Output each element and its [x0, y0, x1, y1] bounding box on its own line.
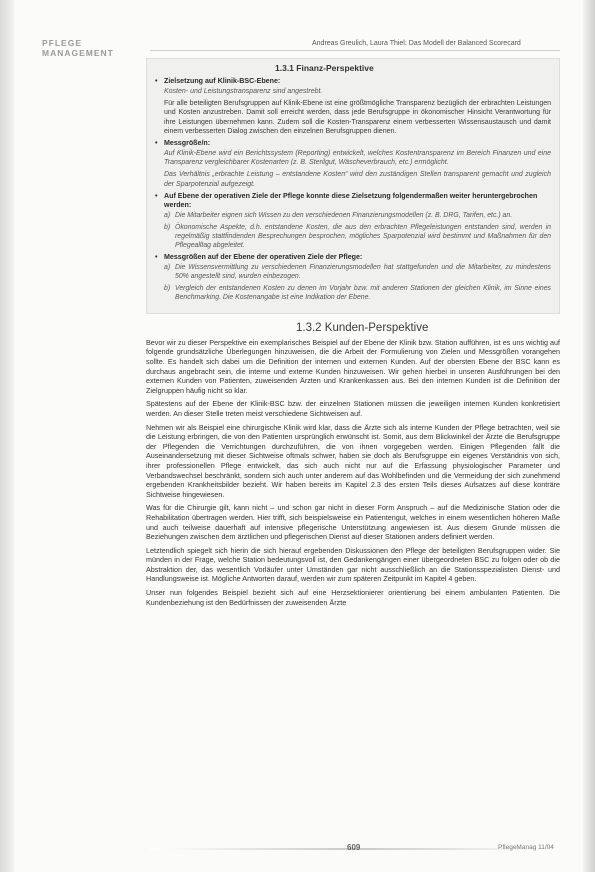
bullet-item — [155, 253, 551, 305]
bullet-dot-icon: • — [155, 139, 158, 148]
page-number: 609 — [347, 843, 361, 852]
bullet-item — [155, 139, 551, 192]
logo-line-1: PFLEGE — [42, 38, 83, 48]
bullet-heading: Auf Ebene der operativen Ziele der Pflege konnte diese Zielsetzung folgendermaßen weiter heruntergebrochen werden: — [164, 191, 538, 209]
header-rule — [150, 50, 560, 51]
journal-logo — [42, 38, 114, 58]
bullet-dot-icon: • — [155, 77, 158, 85]
bullet-item — [155, 192, 551, 253]
bullet-heading: Messgröße/n: — [164, 139, 211, 148]
sub-item-text: Vergleich der entstandenen Kosten zu denen im Vorjahr bzw. mit anderen Stationen der gleichen Klinik, im Sinne eines Benchmarking. Die Kostenangabe ist eine Indikation der Ebene. — [175, 284, 551, 301]
body-paragraph: Unser nun folgendes Beispiel bezieht sich auf eine Herzsektionierer orientierung bei einem ambulanten Patienten. Die Kundenbeziehung ist den Bedürfnissen der zuweisenden Ärzte — [146, 588, 560, 607]
bullet-heading: Messgrößen auf der Ebene der operativen Ziele der Pflege: — [164, 252, 363, 261]
sub-item-a: a) Die Wissensvermittlung zu verschiedenen Finanzierungsmodellen hat stattgefunden und die Mitarbeiter, zu mindestens 50% angestellt sind, wurden einbezogen. — [164, 263, 551, 280]
sub-item-b: b) Ökonomische Aspekte, d.h. entstandene Kosten, die aus den erbrachten Pflegeleistungen entstanden sind, werden in regelmäßig stattfindenden Besprechungen besprochen, mögliches Sparpotenzial wird bestimmt und Maßnahmen für den Pflegealltag abgeleitet. — [164, 223, 551, 249]
body-paragraph: Letztendlich spiegelt sich hierin die sich hierauf ergebenden Diskussionen den Pflege der beteiligten Berufsgruppen wider. Sie münden in der Frage, welche Station bedeutungsvoll ist, den Gedankengängen einer übergeordneten BSC zu folgen oder ob die Abstraktion der, das wesentlich Vorläufer unter Umständen gar nicht ausschließlich an die Stationsspezialisten Dienst- und Handlungsweise ist. Mögliche Antworten darauf, werden wir zum späteren Zeitpunkt im Kapitel 4 geben. — [146, 545, 560, 584]
section-131-title: 1.3.1 Finanz-Perspektive — [275, 63, 374, 73]
logo-line-2: MANAGEMENT — [42, 48, 114, 58]
bullet-dot-icon: • — [155, 191, 158, 200]
section-132-title: 1.3.2 Kunden-Perspektive — [296, 321, 429, 334]
scan-edge-left — [0, 0, 14, 872]
bullet-dot-icon: • — [155, 252, 158, 261]
body-paragraph: Spätestens auf der Ebene der Klinik-BSC bzw. der einzelnen Stationen müssen die jeweiligen internen Kunden konkretisiert werden. An dieser Stelle treten meist verschiedene Sichtweisen auf. — [146, 399, 560, 418]
bullet-paragraph: Das Verhältnis „erbrachte Leistung – entstandene Kosten“ wird den zuständigen Stellen transparent gemacht und zugleich der Sparpotenzial aufgezeigt. — [164, 171, 551, 188]
bullet-heading: Zielsetzung auf Klinik-BSC-Ebene: — [164, 77, 281, 85]
bullet-item — [155, 77, 551, 139]
sub-item-text: Die Wissensvermittlung zu verschiedenen Finanzierungsmodellen hat stattgefunden und die Mitarbeiter, zu mindestens 50% angestellt sind, wurden einbezogen. — [175, 263, 551, 280]
sub-item-text: Die Mitarbeiter eignen sich Wissen zu den verschiedenen Finanzierungsmodellen (z. B. DRG, Tarifen, etc.) an. — [175, 211, 513, 219]
bullet-paragraph: Auf Klinik-Ebene wird ein Berichtssystem (Reporting) entwickelt, welches Kostentransparenz im Bereich Finanzen und eine Transparenz vergleichbarer Kostenarten (z. B. Sterilgut, Wäscheverbrauch, etc.) ermöglicht. — [164, 150, 551, 167]
sub-item-text: Ökonomische Aspekte, d.h. entstandene Kosten, die aus den erbrachten Pflegeleistungen entstanden sind, werden in regelmäßig stattfindenden Besprechungen besprochen, mögliches Sparpotenzial wird bestimmt und Maßnahmen für den Pflegealltag abgeleitet. — [175, 223, 551, 249]
body-paragraph: Bevor wir zu dieser Perspektive ein exemplarisches Beispiel auf der Ebene der Klinik bzw. Station aufführen, ist es uns wichtig auf folgende grundsätzliche Überlegungen hinzuweisen, die die Arbeit der Formulierung von Zielen und Messgrößen vorangehen sollte. Es handelt sich dabei um die Definition der internen und externen Kunden. Auf der obersten Ebene der BSC kann es durchaus angebracht sein, die interne und externe Kunden hinzuweisen. Wir gehen hierbei in unseren Ausführungen bei den externen Kunden von Patienten, zuweisenden Ärzten und Krankenkassen aus. Bei den internen Kunden ist die Definition der Zielgruppen häufig nicht so klar. — [146, 337, 560, 395]
scan-edge-right — [583, 0, 595, 872]
sub-item-a: a) Die Mitarbeiter eignen sich Wissen zu den verschiedenen Finanzierungsmodellen (z. B. DRG, Tarifen, etc.) an. — [164, 211, 551, 220]
section-132-body — [146, 338, 560, 607]
body-paragraph: Was für die Chirurgie gilt, kann nicht – und schon gar nicht in dieser Form Anspruch – auf die Medizinische Station oder die Rehabilitation übertragen werden. Hier trifft, sich beispielsweise ein Patientengut, welches in einem wesentlichen höheren Maße und auch teilweise dauerhaft auf intensive pflegerische Unterstützung angewiesen ist. Aus diesem Grunde müssen die Beziehungen zwischen dem ärztlichen und pflegerischen Dienst auf dieser Stationen anders definiert werden. — [146, 503, 560, 542]
bullet-paragraph: Kosten- und Leistungstransparenz sind angestrebt. — [164, 88, 323, 95]
finance-perspective-box — [146, 58, 560, 314]
bullet-paragraph: Für alle beteiligten Berufsgruppen auf Klinik-Ebene ist eine größtmögliche Transparenz bezüglich der erbrachten Leistungen und Kosten anzustreben. Damit soll erreicht werden, dass jede Berufsgruppe in ökonomischer Hinsicht Verantwortung für ihre Leistungen übernehmen kann. Zudem soll die Kosten-Transparenz einem verbesserten Wissensaustausch und damit einem verbesserten Dialog zwischen den einzelnen Berufsgruppen dienen. — [164, 100, 551, 135]
issue-label: PflegeManag 11/04 — [498, 844, 554, 851]
sub-item-b: b) Vergleich der entstandenen Kosten zu denen im Vorjahr bzw. mit anderen Stationen der gleichen Klinik, im Sinne eines Benchmarking. Die Kostenangabe ist eine Indikation der Ebene. — [164, 284, 551, 301]
body-paragraph: Nehmen wir als Beispiel eine chirurgische Klinik wird klar, dass die Ärzte sich als interne Kunden der Pflege betrachten, weil sie die Leistung erbringen, die von den Patienten ursprünglich erwünscht ist. Somit, aus dem Blickwinkel der Ärzte die Berufsgruppe der Pflegenden die Verrichtungen durchzuführen, die von ihnen vorgegeben werden. Einigen Pflegenden fällt die Auseinandersetzung mit dieser Sichtweise oftmals schwer, haben sie doch als Berufsgruppe ein eigenes Verständnis von sich, ihrer professionellen Pflege entwickelt, das sich auch nicht nur auf die Erfassung physiologischer Parameter und Verbandswechsel beschränkt, sondern sich auch unter anderem auf das Wohlbefinden und die Vermeidung der sich zunehmend ergebenden Krankheitsbilder bezieht. Wir haben bereits im Kapitel 2.3 des ersten Teils dieses Aufsatzes auf diese konträre Sichtweise hingewiesen. — [146, 422, 560, 499]
article-content — [146, 58, 560, 611]
running-head: Andreas Greulich, Laura Thiel: Das Modell der Balanced Scorecard — [312, 40, 521, 47]
